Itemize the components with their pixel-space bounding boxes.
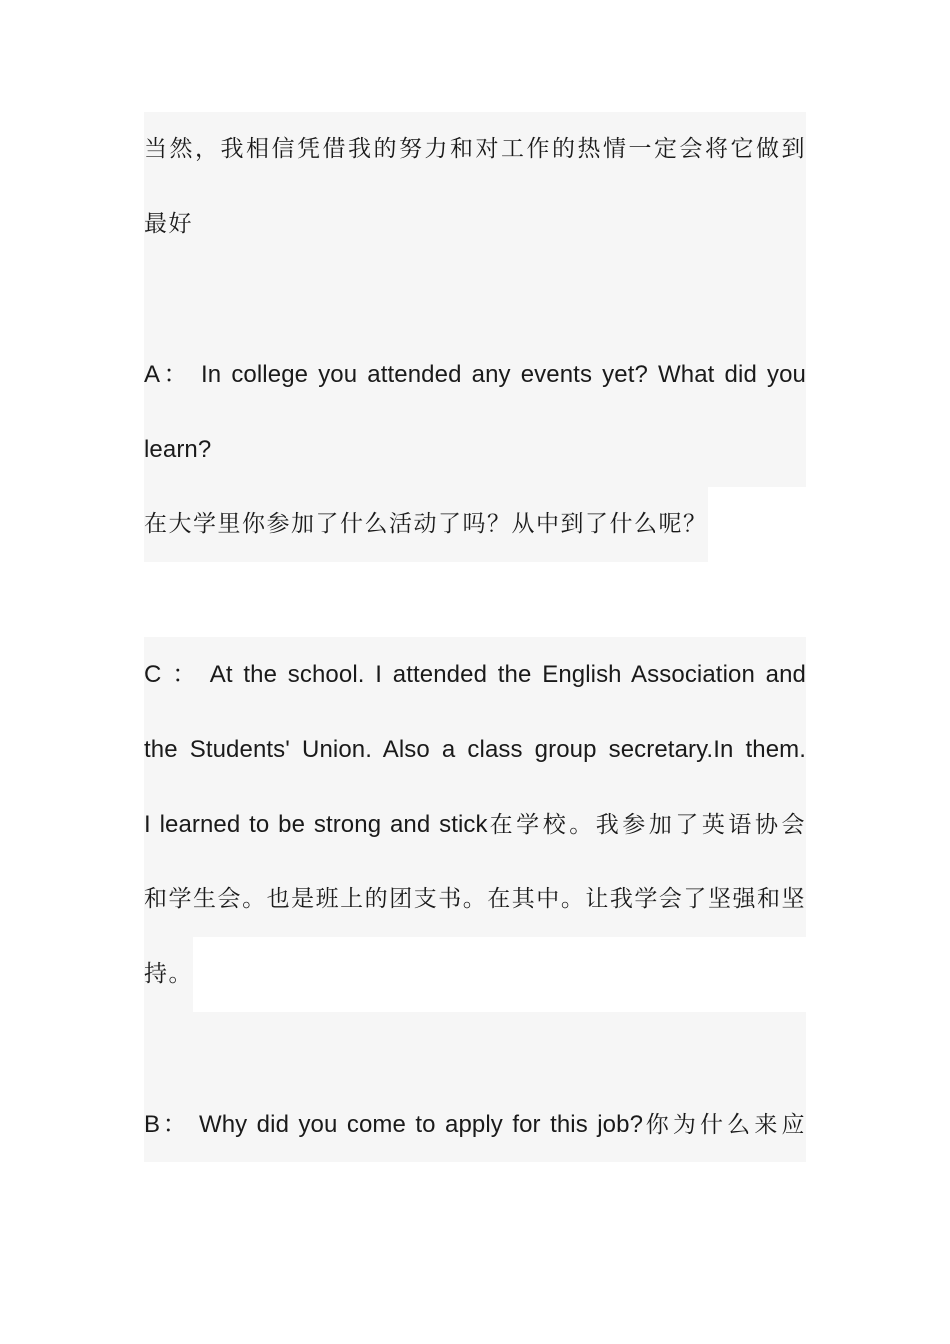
blank-line [144, 562, 806, 637]
question-b-english: B： Why did you come to apply for this job? [144, 1111, 644, 1138]
answer-c-line-3-chinese: 在学校。我参加了英语协会 [487, 812, 806, 838]
blank-line [144, 1012, 806, 1087]
question-a-line-2: learn? [144, 412, 806, 487]
question-b-chinese: 你为什么来应 [643, 1112, 806, 1138]
answer-c-line-3 [144, 787, 806, 862]
question-a-translation [144, 487, 806, 562]
document-body [144, 112, 806, 1162]
answer-c-line-5-text: 持。 [144, 937, 193, 1012]
answer-c-line-3-english: I learned to be strong and stick [144, 811, 488, 838]
answer-c-line-2: the Students' Union. Also a class group secretary.In them. [144, 712, 806, 787]
question-a-line-1: A： In college you attended any events yet? What did you [144, 337, 806, 412]
answer-c-line-4: 和学生会。也是班上的团支书。在其中。让我学会了坚强和坚 [144, 862, 806, 937]
answer-line-1: 当然，我相信凭借我的努力和对工作的热情一定会将它做到 [144, 112, 806, 187]
question-a-translation-text: 在大学里你参加了什么活动了吗？从中到了什么呢？ [144, 487, 708, 562]
blank-line [144, 262, 806, 337]
answer-c-line-5 [144, 937, 806, 1012]
question-b-line-1 [144, 1087, 806, 1162]
answer-c-line-1: C ： At the school. I attended the English Association and [144, 637, 806, 712]
answer-line-2: 最好 [144, 187, 806, 262]
